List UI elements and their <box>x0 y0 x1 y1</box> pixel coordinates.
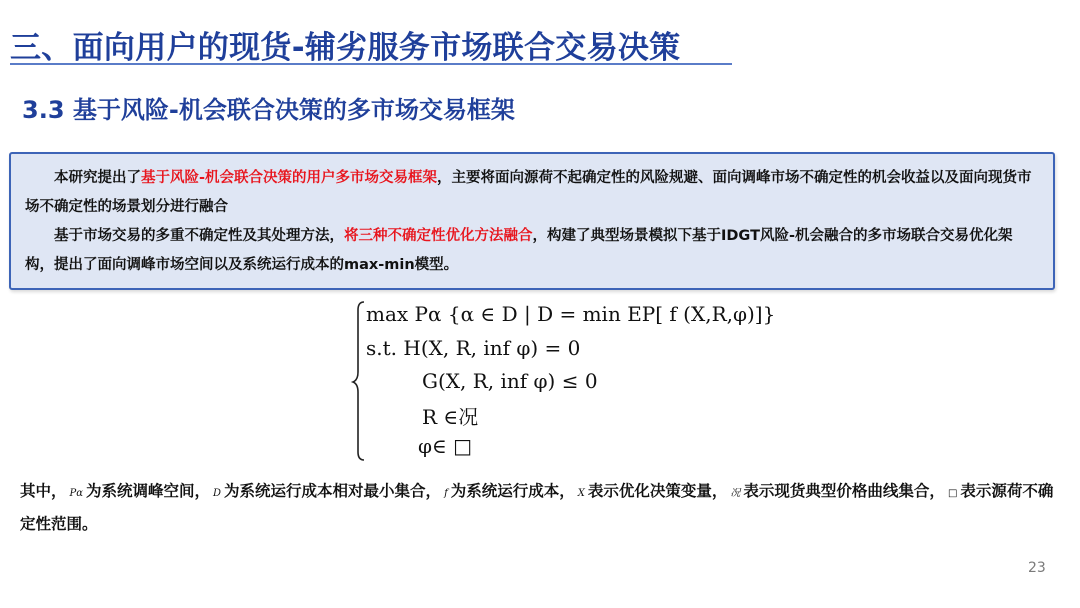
explanation-part: 为系统调峰空间， <box>86 482 211 500</box>
symbol-f: f <box>444 488 448 499</box>
formula-price-set: R ∈况 <box>422 405 479 429</box>
symbol-uncertainty: □ <box>947 488 958 499</box>
symbol-p-alpha: Pα <box>69 488 83 499</box>
summary-p1-highlight: 基于风险-机会联合决策的用户多市场交易框架 <box>141 170 438 186</box>
section-subtitle: 3.3 基于风险-机会联合决策的多市场交易框架 <box>22 96 515 124</box>
summary-p2-end: ，构建了典型场景模拟下基于IDGT风险-机会融合的多市场联合交易优化架构，提出了面向调峰市场空间以及系统运行成本的max-min模型。 <box>25 228 1013 273</box>
explanation-part: 表示源荷不确定性范围。 <box>20 482 1054 533</box>
title-underline <box>10 63 732 65</box>
formula-constraint-equality: s.t. H(X, R, inf φ) = 0 <box>366 336 581 360</box>
explanation-part: 为系统运行成本相对最小集合， <box>224 482 442 500</box>
explanation-part: 表示现货典型价格曲线集合， <box>743 482 945 500</box>
symbol-price-set: 况 <box>730 488 741 499</box>
explanation-part: 其中， <box>20 482 67 500</box>
summary-p1-end: ，主要将面向源荷不起确定性的风险规避、面向调峰市场不确定性的机会收益以及面向现货市场不确定性的场景划分进行融合 <box>25 170 1032 215</box>
summary-p2-start: 基于市场交易的多重不确定性及其处理方法， <box>54 228 344 244</box>
symbol-x: X <box>577 488 585 499</box>
formula-constraint-inequality: G(X, R, inf φ) ≤ 0 <box>422 369 598 393</box>
formula-uncertainty-set: φ∈ □ <box>418 434 473 458</box>
slide-title: 三、面向用户的现货-辅劣服务市场联合交易决策 <box>10 30 681 66</box>
summary-p2-highlight: 将三种不确定性优化方法融合 <box>344 228 533 244</box>
explanation-part: 表示优化决策变量， <box>587 482 728 500</box>
explanation-text <box>20 476 1060 539</box>
optimization-formula <box>350 296 850 464</box>
summary-p1-start: 本研究提出了 <box>54 170 141 186</box>
page-number: 23 <box>1028 560 1046 576</box>
summary-paragraph-1 <box>25 164 1039 222</box>
formula-objective: max Pα {α ∈ D | D = min EP[ f (X,R,φ)]} <box>366 302 776 326</box>
symbol-d: D <box>213 488 222 499</box>
summary-paragraph-2 <box>25 222 1039 280</box>
explanation-part: 为系统运行成本， <box>450 482 575 500</box>
summary-box <box>9 152 1055 290</box>
